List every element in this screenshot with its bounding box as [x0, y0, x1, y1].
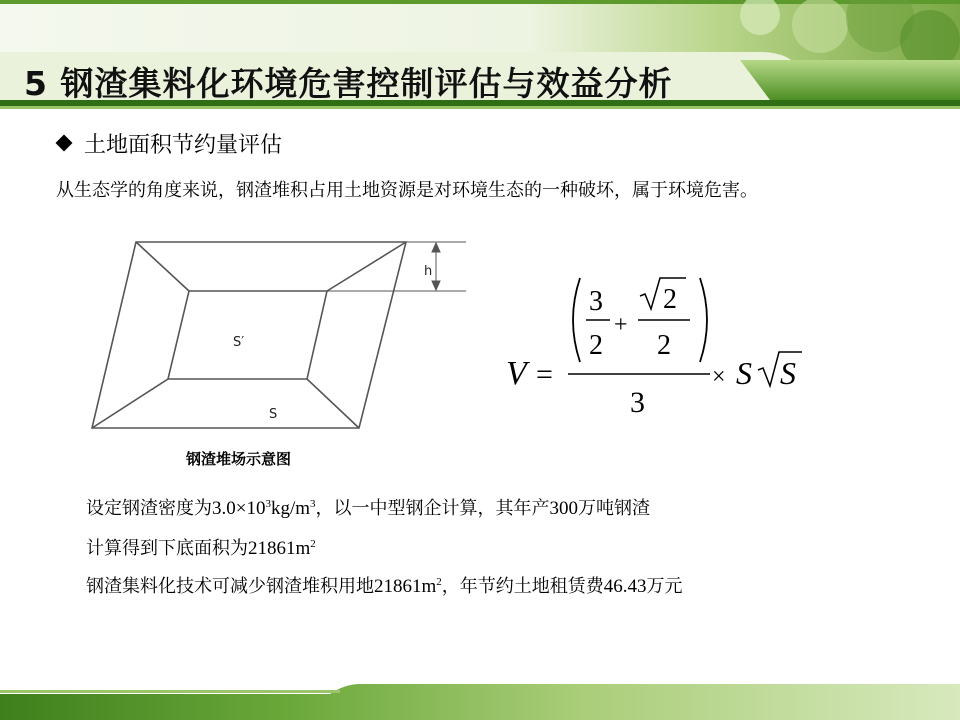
- base-area-line: 计算得到下底面积为$21861m^2$: [86, 538, 316, 559]
- volume-formula: [500, 262, 820, 422]
- formula-s1: S: [736, 355, 752, 391]
- top-area-label: S′: [233, 335, 245, 350]
- section-bullet: [58, 128, 282, 159]
- diagram-caption: 钢渣堆场示意图: [186, 450, 292, 468]
- base-area-label: S: [269, 407, 278, 422]
- frac-a-denominator: 2: [589, 330, 603, 361]
- page-title: 5 钢渣集料化环境危害控制评估与效益分析: [24, 64, 673, 103]
- stockpile-diagram: [86, 230, 486, 440]
- main-denominator: 3: [630, 386, 645, 419]
- formula-lhs: V: [506, 355, 527, 392]
- intro-text: 从生态学的角度来说，钢渣堆积占用土地资源是对环境生态的一种破坏，属于环境危害。: [56, 180, 758, 201]
- section-heading: 土地面积节约量评估: [84, 133, 283, 158]
- formula-equals: =: [536, 358, 553, 391]
- formula-plus: +: [614, 312, 628, 338]
- diamond-bullet-icon: [56, 135, 73, 152]
- sqrt-argument: 2: [663, 284, 677, 315]
- outer-base-outline: [92, 242, 406, 428]
- density-line: 设定钢渣密度为$3.0\times 10^3kg/m^3$，以一中型钢企计算，其年产300万吨钢渣: [86, 498, 651, 519]
- footer-banner: [0, 684, 960, 720]
- formula-s2: S: [780, 355, 796, 391]
- inner-top-outline: [168, 291, 327, 379]
- frac-b-denominator: 2: [657, 330, 671, 361]
- formula-times: ×: [712, 364, 726, 390]
- land-saving-line: 钢渣集料化技术可减少钢渣堆积用地$21861m^2$，年节约土地租赁费46.43万元: [86, 576, 683, 597]
- frac-a-numerator: 3: [589, 286, 603, 317]
- height-label: h: [424, 264, 433, 279]
